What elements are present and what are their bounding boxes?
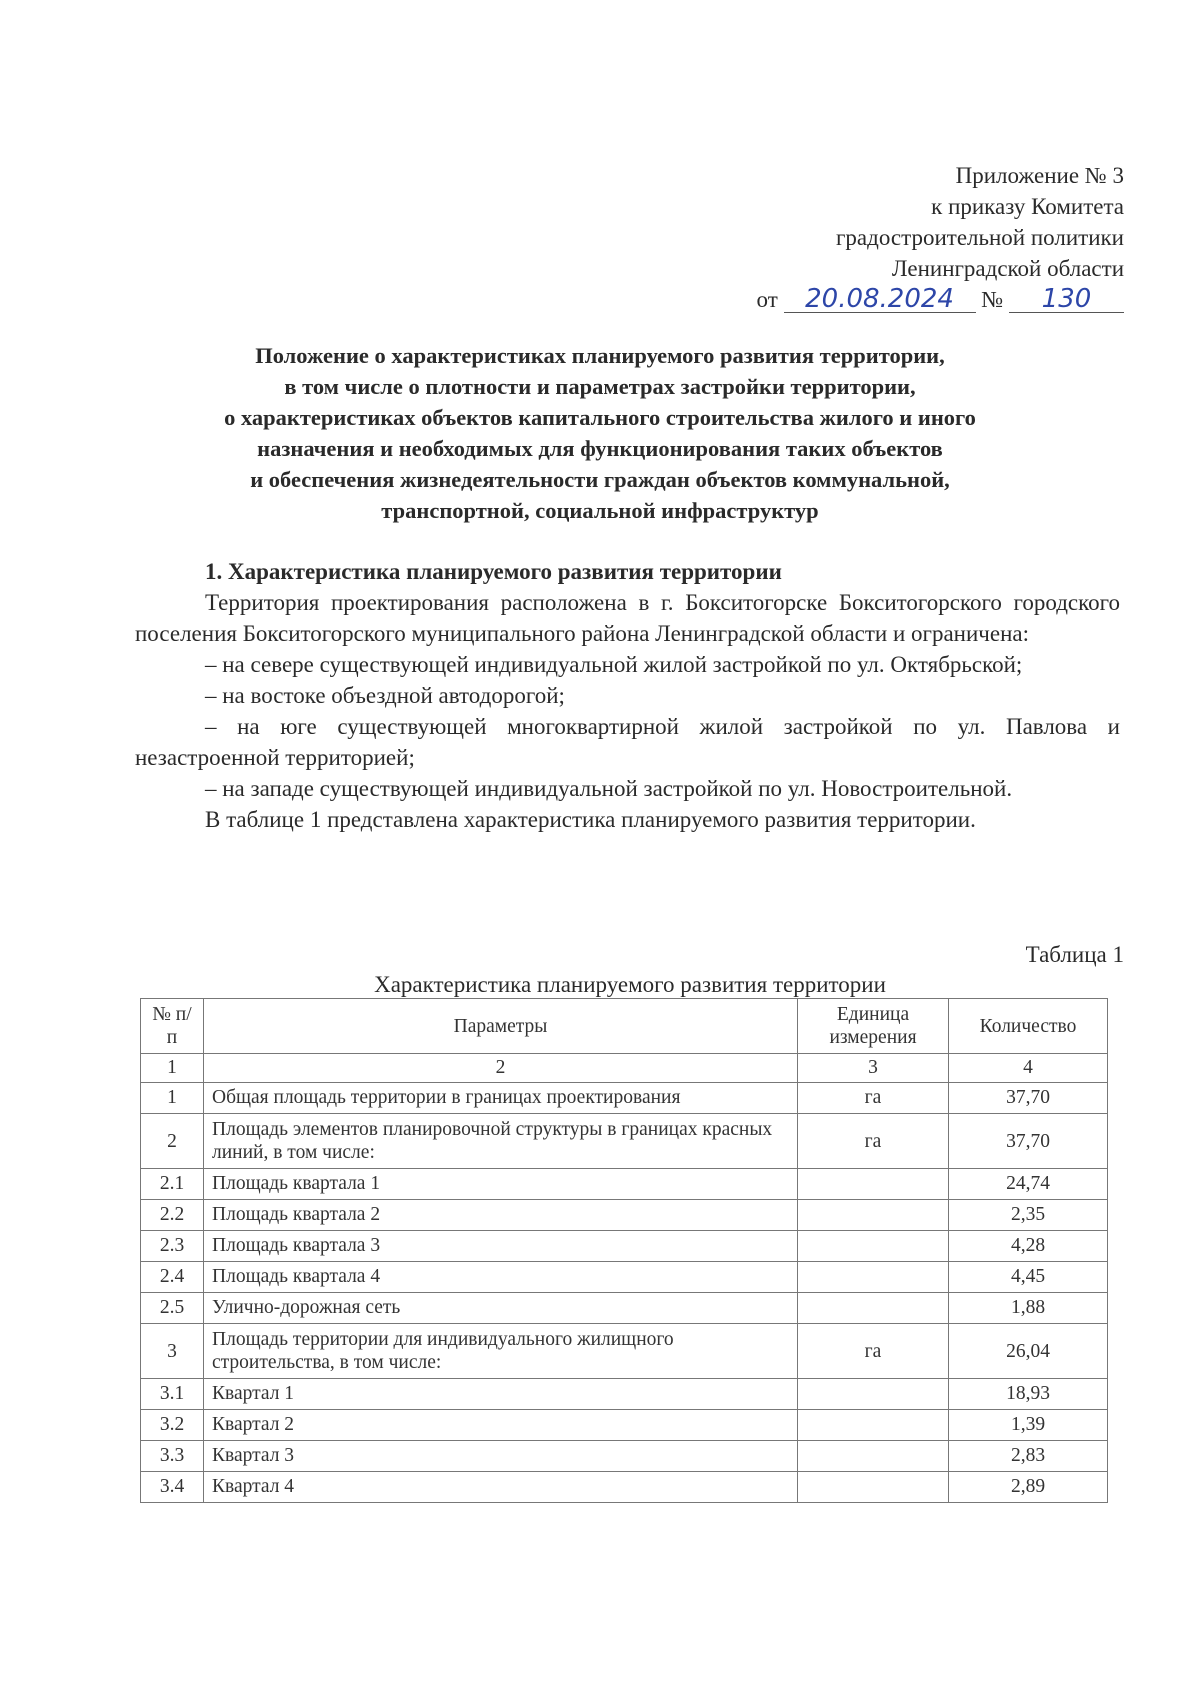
table-row bbox=[141, 1410, 1108, 1441]
cell-number: 2.2 bbox=[141, 1200, 204, 1231]
cell-parameter: Площадь квартала 1 bbox=[204, 1169, 798, 1200]
heading-line: назначения и необходимых для функционирования таких объектов bbox=[257, 436, 943, 461]
cell-quantity: 18,93 bbox=[949, 1379, 1108, 1410]
cell-parameter: Площадь территории для индивидуального жилищного строительства, в том числе: bbox=[204, 1324, 798, 1379]
cell-number: 1 bbox=[141, 1083, 204, 1114]
cell-number: 3.4 bbox=[141, 1472, 204, 1503]
appendix-region: Ленинградской области bbox=[891, 256, 1124, 281]
cell-unit bbox=[798, 1262, 949, 1293]
paragraph: – на востоке объездной автодорогой; bbox=[205, 683, 565, 708]
cell-quantity: 26,04 bbox=[949, 1324, 1108, 1379]
table-row bbox=[141, 1200, 1108, 1231]
header-quantity: Количество bbox=[949, 999, 1108, 1054]
table-row bbox=[141, 1169, 1108, 1200]
index-cell: 4 bbox=[949, 1054, 1108, 1083]
cell-unit: га bbox=[798, 1114, 949, 1169]
cell-unit bbox=[798, 1169, 949, 1200]
index-cell: 2 bbox=[204, 1054, 798, 1083]
cell-parameter: Площадь квартала 3 bbox=[204, 1231, 798, 1262]
appendix-order-ref: к приказу Комитета bbox=[931, 194, 1124, 219]
cell-parameter: Площадь квартала 4 bbox=[204, 1262, 798, 1293]
heading-line: Положение о характеристиках планируемого развития территории, bbox=[255, 343, 945, 368]
document-heading bbox=[130, 340, 1070, 526]
index-cell: 3 bbox=[798, 1054, 949, 1083]
header-number: № п/п bbox=[141, 999, 204, 1054]
table-title: Характеристика планируемого развития территории bbox=[374, 972, 886, 997]
cell-quantity: 2,89 bbox=[949, 1472, 1108, 1503]
paragraph: – на западе существующей индивидуальной застройкой по ул. Новостроительной. bbox=[205, 776, 1013, 801]
paragraph: В таблице 1 представлена характеристика планируемого развития территории. bbox=[205, 807, 976, 832]
heading-line: и обеспечения жизнедеятельности граждан объектов коммунальной, bbox=[250, 467, 950, 492]
header-parameters: Параметры bbox=[204, 999, 798, 1054]
cell-number: 3.2 bbox=[141, 1410, 204, 1441]
cell-quantity: 37,70 bbox=[949, 1114, 1108, 1169]
table-label: Таблица 1 bbox=[1025, 942, 1124, 967]
cell-number: 3.3 bbox=[141, 1441, 204, 1472]
handwritten-date: 20.08.2024 bbox=[784, 286, 976, 313]
table-index-row bbox=[141, 1054, 1108, 1083]
cell-number: 2.3 bbox=[141, 1231, 204, 1262]
cell-number: 3 bbox=[141, 1324, 204, 1379]
cell-unit bbox=[798, 1379, 949, 1410]
cell-number: 2 bbox=[141, 1114, 204, 1169]
cell-number: 3.1 bbox=[141, 1379, 204, 1410]
cell-quantity: 4,45 bbox=[949, 1262, 1108, 1293]
heading-line: о характеристиках объектов капитального строительства жилого и иного bbox=[224, 405, 976, 430]
paragraph: Территория проектирования расположена в г. Бокситогорске Бокситогорского городского поселения Бокситогорского муниципального района Ленинградской области и ограничена: bbox=[135, 590, 1120, 646]
cell-quantity: 37,70 bbox=[949, 1083, 1108, 1114]
characteristics-table bbox=[140, 998, 1108, 1503]
order-date-number bbox=[757, 284, 1124, 315]
from-label: от bbox=[756, 287, 778, 312]
cell-unit: га bbox=[798, 1083, 949, 1114]
cell-quantity: 1,39 bbox=[949, 1410, 1108, 1441]
cell-number: 2.4 bbox=[141, 1262, 204, 1293]
cell-unit bbox=[798, 1200, 949, 1231]
table-row bbox=[141, 1472, 1108, 1503]
cell-quantity: 24,74 bbox=[949, 1169, 1108, 1200]
table-row bbox=[141, 1441, 1108, 1472]
cell-quantity: 2,83 bbox=[949, 1441, 1108, 1472]
cell-quantity: 4,28 bbox=[949, 1231, 1108, 1262]
header-unit: Единица измерения bbox=[798, 999, 949, 1054]
cell-unit bbox=[798, 1472, 949, 1503]
table-row bbox=[141, 1324, 1108, 1379]
cell-unit bbox=[798, 1293, 949, 1324]
cell-parameter: Площадь элементов планировочной структуры в границах красных линий, в том числе: bbox=[204, 1114, 798, 1169]
cell-parameter: Квартал 4 bbox=[204, 1472, 798, 1503]
appendix-committee: градостроительной политики bbox=[836, 225, 1124, 250]
cell-parameter: Общая площадь территории в границах проектирования bbox=[204, 1083, 798, 1114]
cell-unit bbox=[798, 1231, 949, 1262]
paragraph: – на юге существующей многоквартирной жилой застройкой по ул. Павлова и незастроенной территорией; bbox=[135, 714, 1120, 770]
cell-quantity: 2,35 bbox=[949, 1200, 1108, 1231]
section-1 bbox=[135, 556, 1120, 835]
section-title: 1. Характеристика планируемого развития территории bbox=[205, 559, 782, 584]
heading-line: транспортной, социальной инфраструктур bbox=[381, 498, 819, 523]
cell-unit bbox=[798, 1441, 949, 1472]
cell-number: 2.5 bbox=[141, 1293, 204, 1324]
appendix-block bbox=[757, 160, 1124, 315]
paragraph: – на севере существующей индивидуальной жилой застройкой по ул. Октябрьской; bbox=[205, 652, 1023, 677]
cell-quantity: 1,88 bbox=[949, 1293, 1108, 1324]
table-header-row bbox=[141, 999, 1108, 1054]
table-row bbox=[141, 1379, 1108, 1410]
cell-parameter: Квартал 2 bbox=[204, 1410, 798, 1441]
appendix-title: Приложение № 3 bbox=[955, 163, 1124, 188]
cell-parameter: Площадь квартала 2 bbox=[204, 1200, 798, 1231]
table-row bbox=[141, 1114, 1108, 1169]
cell-number: 2.1 bbox=[141, 1169, 204, 1200]
index-cell: 1 bbox=[141, 1054, 204, 1083]
cell-parameter: Квартал 1 bbox=[204, 1379, 798, 1410]
table-row bbox=[141, 1293, 1108, 1324]
cell-unit bbox=[798, 1410, 949, 1441]
heading-line: в том числе о плотности и параметрах застройки территории, bbox=[284, 374, 916, 399]
table-row bbox=[141, 1231, 1108, 1262]
number-label: № bbox=[981, 287, 1004, 312]
table-row bbox=[141, 1083, 1108, 1114]
cell-parameter: Улично-дорожная сеть bbox=[204, 1293, 798, 1324]
handwritten-number: 130 bbox=[1009, 286, 1124, 313]
cell-parameter: Квартал 3 bbox=[204, 1441, 798, 1472]
cell-unit: га bbox=[798, 1324, 949, 1379]
table-row bbox=[141, 1262, 1108, 1293]
